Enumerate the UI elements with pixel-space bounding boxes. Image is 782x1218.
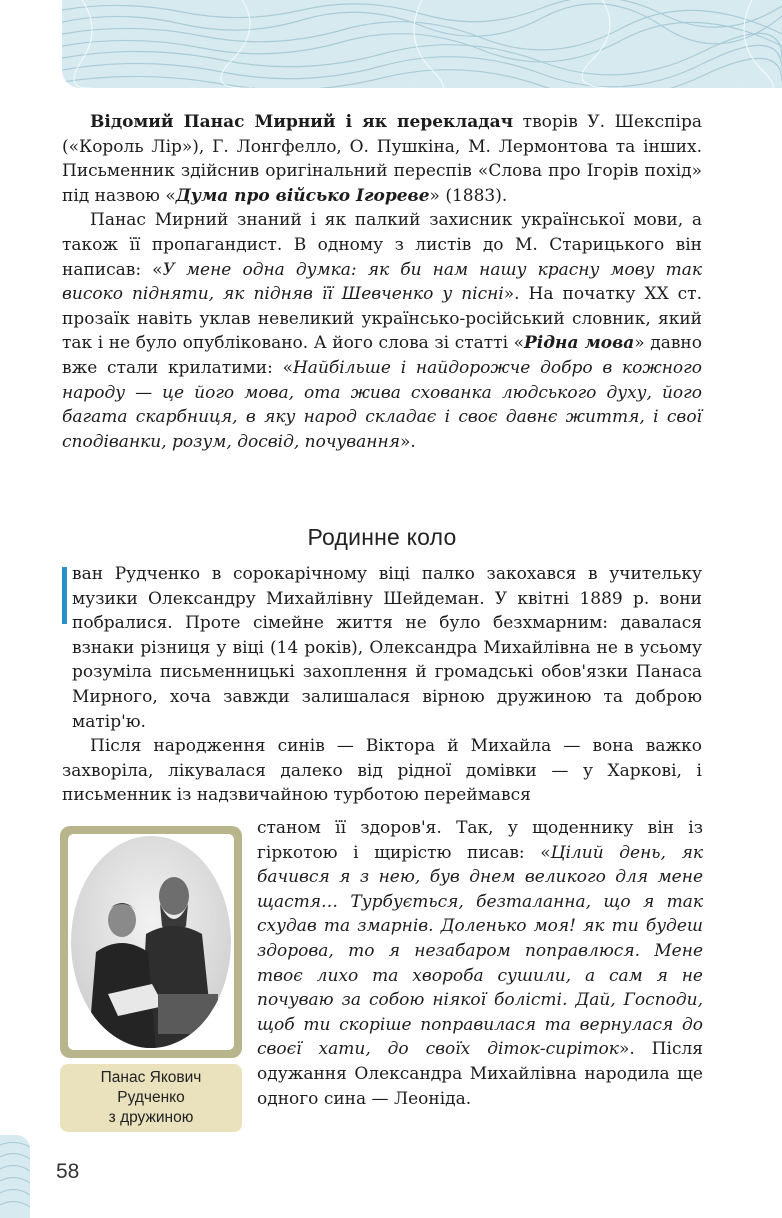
family-section [62,562,702,808]
paragraph-translator [62,110,702,208]
photo-caption [60,1064,242,1132]
page-number: 58 [56,1160,80,1183]
text-run: станом її здоров'я. Так, у щоденнику він із гіркотою і щирістю писав: « [257,818,703,863]
text-run: » (1883). [429,185,508,206]
corner-wave-pattern [0,1135,30,1218]
decorative-header-band [62,0,782,88]
family-photo [68,834,234,1050]
paragraph [257,816,703,1111]
article-title: Рідна мова [524,333,635,354]
paragraph-marriage: ван Рудченко в сорокарічному віці палко закохався в учительку музики Олександру Михайлівну Шейдеман. У квітні 1889 р. вони побралися. Проте сімейне життя не було безхмарним: давалася взнаки різниця у віці (14 років), Олександра Михайлівна не в усьому розуміла письменницькі захоплення й громадські обов'язки Панаса Мирного, хоча завжди залишалася вірною дружиною та доброю матір'ю. [72,564,702,732]
caption-line: Панас Якович [100,1069,202,1086]
quote: У мене одна думка: як би нам нашу красну мову так високо підняти, як підняв її Шевченко у пісні [62,259,702,305]
diary-paragraph [257,816,703,1111]
text-run: ». [399,431,416,452]
bold-lead: Відомий Панас Мирний і як перекладач [90,112,514,132]
work-title: Дума про військо Ігореве [175,185,430,206]
caption-line: з дружиною [108,1109,194,1126]
text-run: творів У. Шекспіра («Король Лір»), Г. Лонгфелло, О. Пушкіна, М. Лермонтова та інших. Письменник здійснив оригінальний переспів «Слова про Ігорів похід» під назвою « [62,112,702,206]
text-run: ». На початку ХХ ст. прозаїк навіть уклав невеликий українсько-російський словник, який так і не було опубліковано. А його слова зі статті « [62,284,702,354]
quote: Найбільше і найдорожче добро в кожного народу — це його мова, ота жива схованка людського духу, його багата скарбниця, в яку народ складає і своє давнє життя, і свої сподіванки, розум, досвід, почування [62,357,702,452]
intro-section [62,110,702,454]
text-run: » давно вже стали крилатими: « [62,333,702,378]
diary-quote: Цілий день, як бачився я з нею, був днем великого для мене щастя… Турбується, безталанна, що я так схудав та змарнів. Доленько моя! як ти будеш здорова, то я незабаром поправлюся. Мене твоє лихо та хвороба сушили, а сам я не почуваю за собою ніякої болісті. Дай, Господи, щоб ти скоріше поправилася та вернулася до своєї хати, до своїх діток-сиріток [257,842,703,1060]
text-run: ». Після одужання Олександра Михайлівна народила ще одного сина — Леоніда. [257,1039,703,1109]
section-heading: Родинне коло [307,524,457,550]
portrait-image [68,834,234,1050]
decorative-corner [0,1135,30,1218]
photo-frame [60,826,242,1058]
paragraph-language [62,208,702,454]
caption-line: Рудченко [117,1089,185,1106]
wave-pattern [62,0,782,88]
paragraph-illness: Після народження синів — Віктора й Михайла — вона важко захворіла, лікувалася далеко від рідної домівки — у Харкові, і письменник із надзвичайною турботою переймався [62,736,702,806]
text-run: Панас Мирний знаний і як палкий захисник української мови, а також її пропагандист. В одному з листів до М. Старицького він написав: « [62,210,702,280]
